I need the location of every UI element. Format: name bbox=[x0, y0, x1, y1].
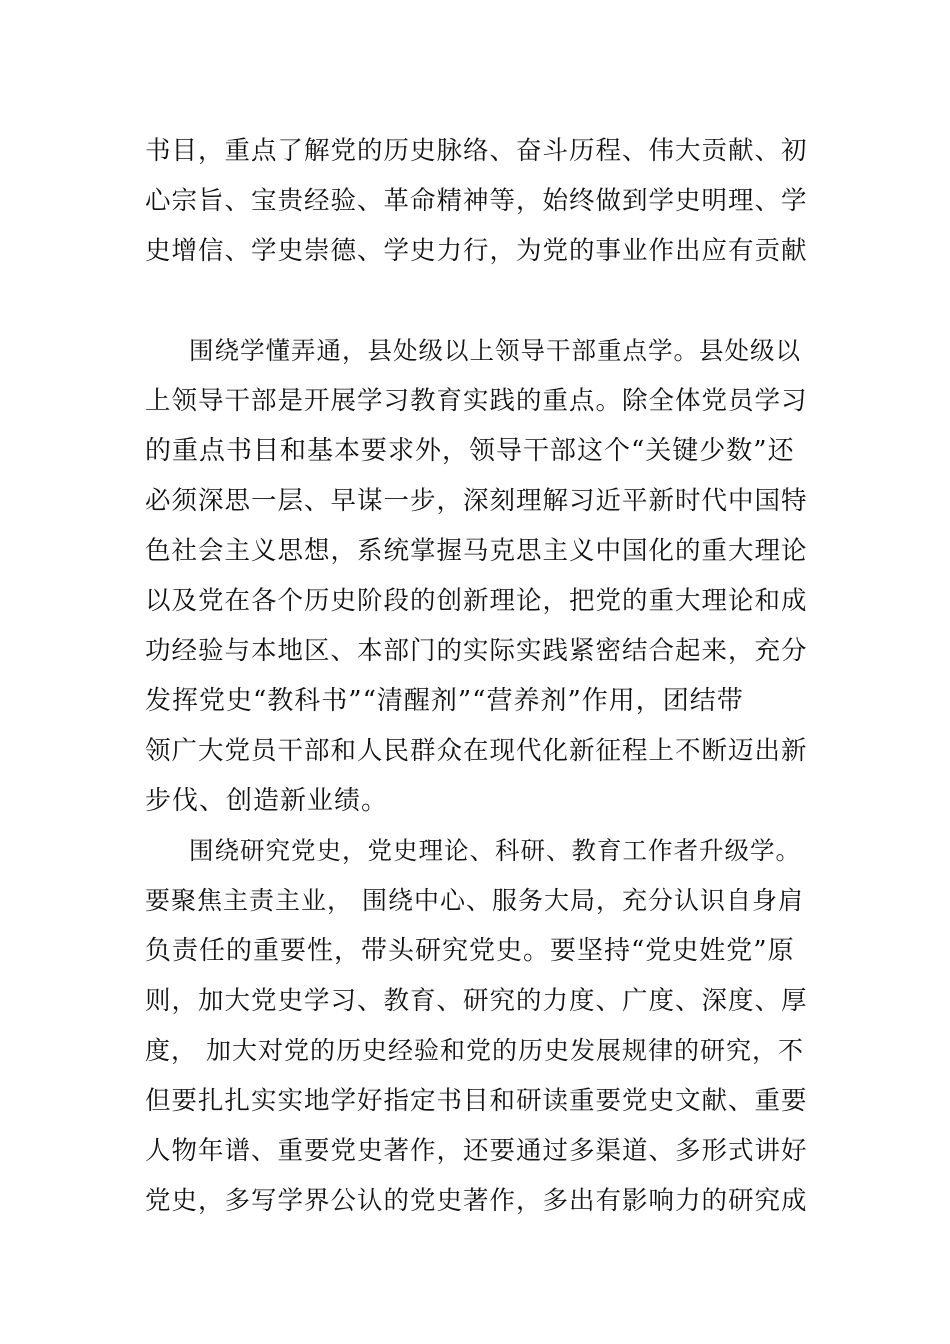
text-line: 色社会主义思想，系统掌握马克思主义中国化的重大理论 bbox=[145, 536, 808, 566]
text-line: 领广大党员干部和人民群众在现代化新征程上不断迈出新 bbox=[145, 736, 808, 766]
text-line: 心宗旨、宝贵经验、革命精神等，始终做到学史明理、学 bbox=[145, 186, 808, 216]
text-line: 要聚焦主责主业， 围绕中心、服务大局，充分认识自身肩 bbox=[145, 886, 804, 915]
text-line: 的重点书目和基本要求外，领导干部这个“关键少数”还 bbox=[145, 436, 795, 466]
text-line: 发挥党史“教科书”“清醒剂”“营养剂”作用，团结带 bbox=[145, 686, 744, 716]
text-line: 则，加大党史学习、教育、研究的力度、广度、深度、厚 bbox=[145, 986, 808, 1016]
text-line: 必须深思一层、早谋一步，深刻理解习近平新时代中国特 bbox=[145, 486, 808, 516]
paragraph-first-line: 围绕学懂弄通，县处级以上领导干部重点学。县处级以 bbox=[189, 336, 801, 365]
text-line: 以及党在各个历史阶段的创新理论，把党的重大理论和成 bbox=[145, 586, 808, 616]
text-line: 人物年谱、重要党史著作，还要通过多渠道、多形式讲好 bbox=[145, 1136, 808, 1166]
text-line: 负责任的重要性，带头研究党史。要坚持“党史姓党”原 bbox=[145, 936, 795, 966]
text-line: 但要扎扎实实地学好指定书目和研读重要党史文献、重要 bbox=[145, 1086, 808, 1116]
paragraph-first-line: 围绕研究党史，党史理论、科研、教育工作者升级学。 bbox=[189, 836, 801, 865]
text-line: 书目，重点了解党的历史脉络、奋斗历程、伟大贡献、初 bbox=[145, 136, 808, 166]
text-line: 上领导干部是开展学习教育实践的重点。除全体党员学习 bbox=[145, 386, 808, 416]
text-line: 步伐、创造新业绩。 bbox=[145, 786, 389, 816]
text-line: 度， 加大对党的历史经验和党的历史发展规律的研究，不 bbox=[145, 1036, 804, 1065]
text-line: 党史，多写学界公认的党史著作，多出有影响力的研究成 bbox=[145, 1186, 808, 1216]
text-line: 功经验与本地区、本部门的实际实践紧密结合起来，充分 bbox=[145, 636, 808, 666]
text-line: 史增信、学史崇德、学史力行，为党的事业作出应有贡献 bbox=[145, 236, 808, 266]
